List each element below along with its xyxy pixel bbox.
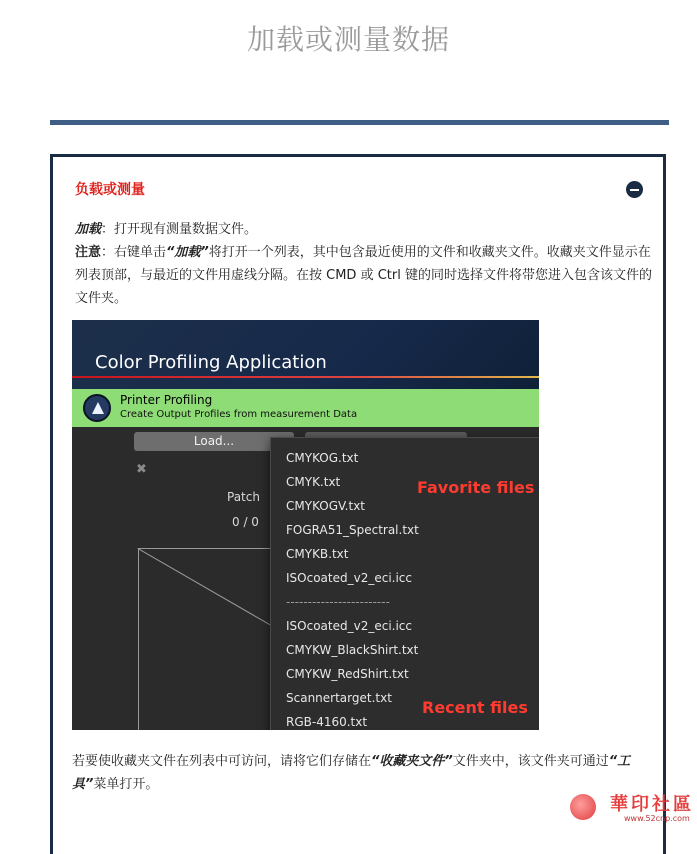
watermark-text: 華印社區 bbox=[610, 794, 694, 815]
page-title: 加载或测量数据 bbox=[246, 23, 450, 56]
graph-area bbox=[138, 548, 279, 730]
favorite-files-label: Favorite files bbox=[417, 478, 535, 497]
header-accent-line bbox=[72, 376, 539, 378]
app-header bbox=[72, 320, 539, 389]
menu-separator: ------------------------ bbox=[286, 595, 390, 609]
section-title[interactable]: 负载或测量 bbox=[75, 182, 145, 198]
load-description: ：打开现有测量数据文件。 bbox=[101, 222, 258, 237]
tools-quote: “工具” bbox=[72, 754, 631, 792]
menu-item-favorite[interactable]: ISOcoated_v2_eci.icc bbox=[286, 571, 412, 585]
watermark bbox=[566, 790, 696, 826]
footer-text-1: 若要使收藏夹文件在列表中可访问，请将它们存储在 bbox=[72, 754, 372, 769]
patch-label: Patch bbox=[227, 490, 260, 504]
app-logo-icon bbox=[83, 394, 111, 422]
menu-item-favorite[interactable]: CMYK.txt bbox=[286, 475, 341, 489]
footer-text-2: 文件夹中，该文件夹可通过 bbox=[452, 754, 609, 769]
module-subtitle: Create Output Profiles from measurement Data bbox=[120, 409, 358, 420]
watermark-logo-icon bbox=[570, 794, 596, 820]
menu-item-recent[interactable]: CMYKW_RedShirt.txt bbox=[286, 667, 409, 681]
recent-files-label: Recent files bbox=[422, 698, 528, 717]
menu-item-recent[interactable]: RGB-4160.txt bbox=[286, 715, 368, 729]
patch-value: 0 / 0 bbox=[232, 515, 259, 529]
note-text-1: ：右键单击 bbox=[101, 245, 167, 260]
load-term: 加载 bbox=[75, 222, 102, 237]
app-title: Color Profiling Application bbox=[95, 352, 327, 373]
load-button[interactable]: Load... bbox=[134, 432, 294, 451]
module-title: Printer Profiling bbox=[120, 393, 213, 407]
menu-item-recent[interactable]: CMYKW_BlackShirt.txt bbox=[286, 643, 419, 657]
collapse-icon[interactable] bbox=[626, 181, 643, 198]
note-text-2: 将打开一个列表，其中包含最近使用的文件和收藏夹文件。收藏夹文件显示在列表顶部，与最近的文件用虚线分隔。在按 CMD 或 Ctrl 键的同时选择文件将带您进入包含该文件的文件夹。 bbox=[75, 245, 652, 306]
app-screenshot bbox=[72, 320, 539, 730]
menu-item-favorite[interactable]: CMYKB.txt bbox=[286, 547, 349, 561]
close-icon[interactable]: ✖ bbox=[136, 462, 147, 477]
menu-item-recent[interactable]: Scannertarget.txt bbox=[286, 691, 392, 705]
favorites-folder-quote: “收藏夹文件” bbox=[371, 754, 453, 769]
menu-item-favorite[interactable]: FOGRA51_Spectral.txt bbox=[286, 523, 419, 537]
section-description bbox=[75, 218, 653, 310]
footer-text-3: 菜单打开。 bbox=[93, 777, 159, 792]
note-load-quote: “加载” bbox=[166, 245, 209, 260]
module-bar bbox=[72, 389, 539, 427]
menu-item-recent[interactable]: ISOcoated_v2_eci.icc bbox=[286, 619, 412, 633]
note-term: 注意 bbox=[75, 245, 102, 260]
menu-item-favorite[interactable]: CMYKOGV.txt bbox=[286, 499, 366, 513]
footer-text bbox=[72, 750, 652, 796]
header-divider bbox=[50, 120, 669, 125]
watermark-url: www.52cnp.com bbox=[624, 814, 690, 823]
menu-item-favorite[interactable]: CMYKOG.txt bbox=[286, 451, 359, 465]
